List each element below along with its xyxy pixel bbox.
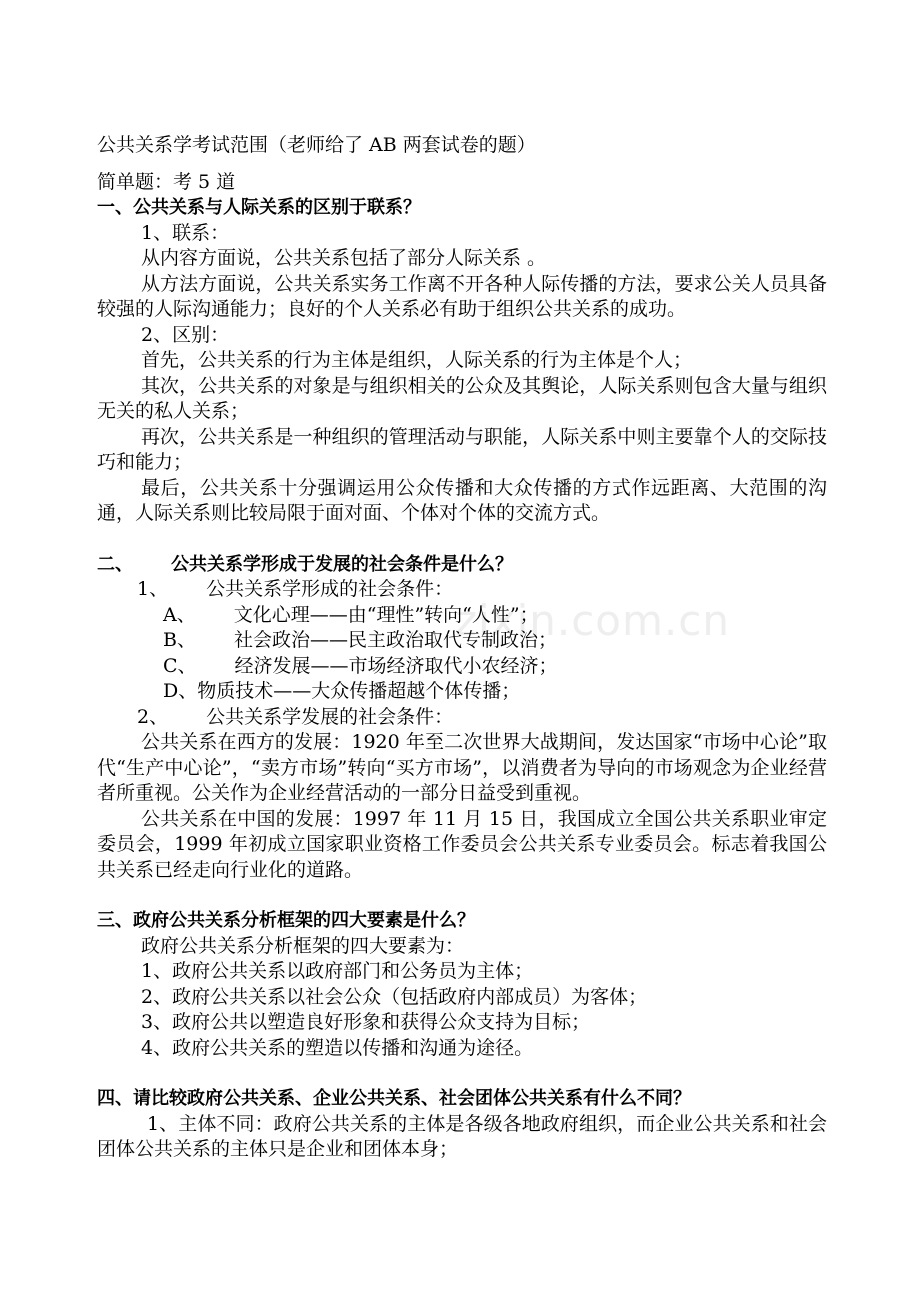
question-type-note: 简单题：考 5 道 [97, 170, 236, 193]
q2-section-2 [97, 705, 827, 731]
q1-qubie-first: 首先，公共关系的行为主体是组织，人际关系的行为主体是个人； [141, 349, 693, 371]
q2-heading [97, 552, 827, 578]
q3-list-item: 1、政府公共关系以政府部门和公务员为主体； [141, 960, 534, 982]
q1-heading: 一、公共关系与人际关系的区别于联系？ [97, 197, 421, 218]
q2-section-1-number: 1、 [137, 578, 169, 600]
q2-item-c [97, 654, 827, 680]
watermark: zixin.com.cn [455, 596, 730, 645]
q2-item-a-number: A、 [163, 603, 196, 626]
q1-lianxi-content: 从内容方面说，公共关系包括了部分人际关系 。 [141, 247, 547, 269]
q2-china-development: 公共关系在中国的发展：1997 年 11 月 15 日，我国成立全国公共关系职业审定委员会，1999 年初成立国家职业资格工作委员会公共关系专业委员会。标志着我国公共关系已经走向行业化的道路。 [97, 807, 827, 881]
q2-item-c-text: 经济发展——市场经济取代小农经济； [234, 654, 558, 677]
q3-heading: 三、政府公共关系分析框架的四大要素是什么？ [97, 910, 475, 931]
q2-item-d: D、物质技术——大众传播超越个体传播； [163, 680, 521, 702]
q2-section-2-text: 公共关系学发展的社会条件： [206, 705, 454, 728]
q2-item-b-number: B、 [163, 629, 196, 651]
q2-item-b [97, 628, 827, 654]
q1-qubie-second: 其次，公共关系的对象是与组织相关的公众及其舆论，人际关系则包含大量与组织无关的私人关系； [97, 374, 827, 422]
q1-lianxi-label: 1、联系： [141, 221, 230, 244]
document-title: 公共关系学考试范围（老师给了 AB 两套试卷的题） [97, 134, 536, 156]
q2-section-2-number: 2、 [137, 705, 169, 728]
q3-list-item: 3、政府公共以塑造良好形象和获得公众支持为目标； [141, 1011, 591, 1033]
q2-heading-number: 二、 [97, 553, 133, 575]
q2-heading-text: 公共关系学形成于发展的社会条件是什么？ [171, 553, 513, 575]
q2-item-b-text: 社会政治——民主政治取代专制政治； [233, 629, 557, 651]
q3-list-item: 4、政府公共关系的塑造以传播和沟通为途径。 [141, 1036, 534, 1059]
q3-list-item: 2、政府公共关系以社会公众（包括政府内部成员）为客体； [141, 985, 648, 1008]
q4-subject-difference: 1、主体不同：政府公共关系的主体是各级各地政府组织，而企业公共关系和社会团体公共关系的主体只是企业和团体本身； [97, 1112, 827, 1160]
q2-section-1-text: 公共关系学形成的社会条件： [206, 578, 454, 600]
q2-west-development: 公共关系在西方的发展：1920 年至二次世界大战期间，发达国家“市场中心论”取代“生产中心论”，“卖方市场”转向“买方市场”，以消费者为导向的市场观念为企业经营者所重视。公关作为企业经营活动的一部分日益受到重视。 [97, 731, 827, 804]
q2-item-a-text: 文化心理——由“理性”转向“人性”； [233, 603, 539, 626]
q1-qubie-last: 最后，公共关系十分强调运用公众传播和大众传播的方式作远距离、大范围的沟通，人际关系则比较局限于面对面、个体对个体的交流方式。 [97, 476, 827, 524]
q1-qubie-third: 再次，公共关系是一种组织的管理活动与职能，人际关系中则主要靠个人的交际技巧和能力； [97, 425, 827, 473]
q2-section-1 [97, 577, 827, 603]
document-body [97, 133, 827, 1163]
q1-qubie-label: 2、区别： [141, 323, 230, 346]
q3-intro: 政府公共关系分析框架的四大要素为： [141, 934, 465, 957]
q1-lianxi-method: 从方法方面说，公共关系实务工作离不开各种人际传播的方法，要求公关人员具备较强的人际沟通能力；良好的个人关系必有助于组织公共关系的成功。 [97, 272, 827, 320]
q2-item-a [97, 603, 827, 629]
q4-heading: 四、请比较政府公共关系、企业公共关系、社会团体公共关系有什么不同？ [97, 1088, 691, 1109]
q2-item-c-number: C、 [163, 654, 197, 677]
